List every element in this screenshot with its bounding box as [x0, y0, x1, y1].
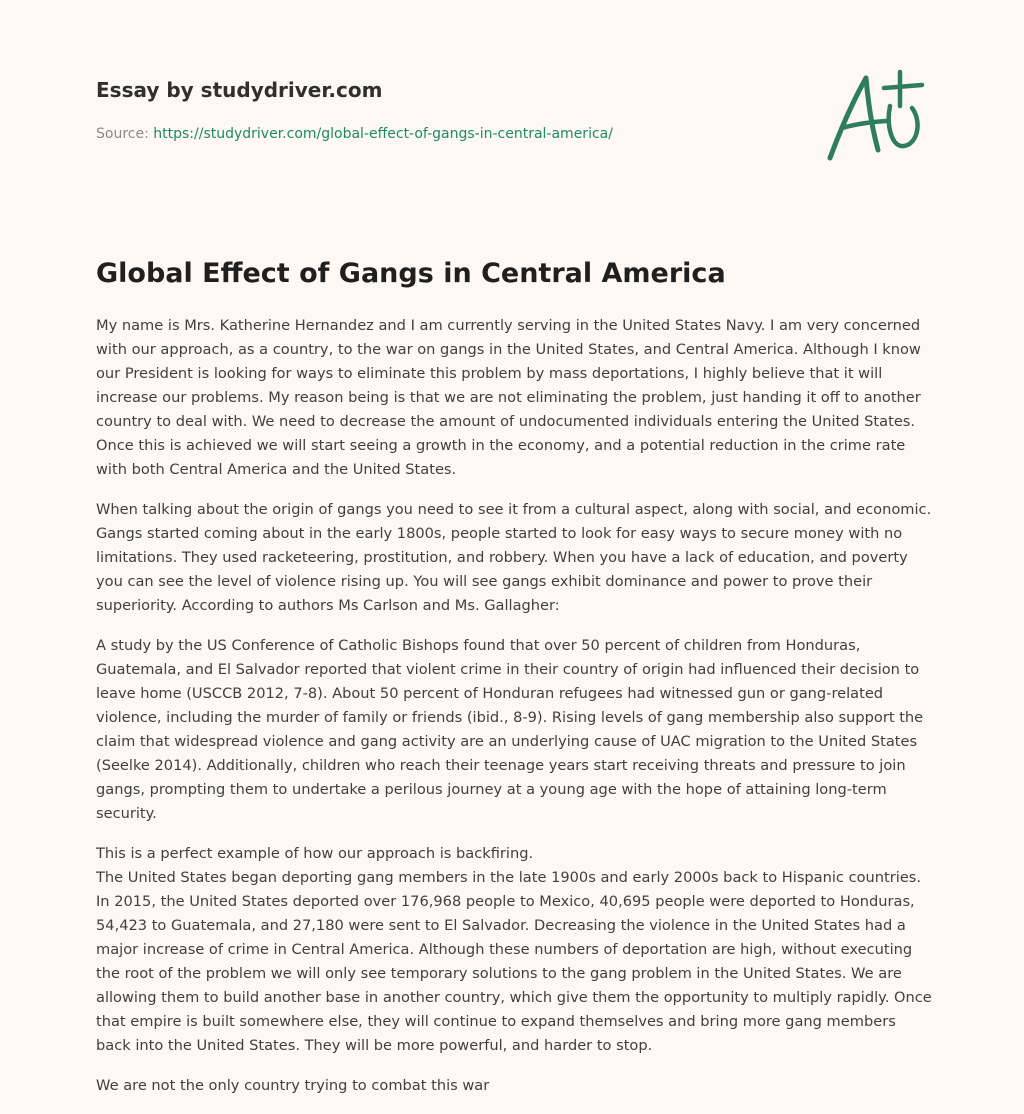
- paragraph-4-body: The United States began deporting gang members in the late 1900s and early 2000s back to Hispanic countries. In 2015, the United States deported over 176,968 people to Mexico, 40,695 people were deported to Honduras, 54,423 to Guatemala, and 27,180 were sent to El Salvador. Decreasing the violence in the United States had a major increase of crime in Central America. Although these numbers of deportation are high, without executing the root of the problem we will only see temporary solutions to the gang problem in the United States. We are allowing them to build another base in another country, which give them the opportunity to multiply rapidly. Once that empire is built somewhere else, they will continue to expand themselves and bring more gang members back into the United States. They will be more powerful, and harder to stop.: [96, 869, 932, 1054]
- a-plus-logo-icon: [820, 66, 930, 166]
- paragraph-4-first-line: This is a perfect example of how our approach is backfiring.: [96, 845, 534, 862]
- paragraph-5: We are not the only country trying to combat this war: [96, 1077, 490, 1094]
- paragraph-2: When talking about the origin of gangs you need to see it from a cultural aspect, along with social, and economic. Gangs started coming about in the early 1800s, people started to look for easy ways to secure money with no limitations. They used racketeering, prostitution, and robbery. When you have a lack of education, and poverty you can see the level of violence rising up. You will see gangs exhibit dominance and power to prove their superiority. According to authors Ms Carlson and Ms. Gallagher:: [96, 501, 932, 614]
- essay-header: [96, 76, 796, 144]
- source-line: [96, 124, 796, 144]
- paragraph-1: My name is Mrs. Katherine Hernandez and I am currently serving in the United States Navy. I am very concerned with our approach, as a country, to the war on gangs in the United States, and Central America. Although I know our President is looking for ways to eliminate this problem by mass deportations, I highly believe that it will increase our problems. My reason being is that we are not eliminating the problem, just handing it off to another country to deal with. We need to decrease the amount of undocumented individuals entering the United States. Once this is achieved we will start seeing a growth in the economy, and a potential reduction in the crime rate with both Central America and the United States.: [96, 317, 921, 478]
- source-label: Source:: [96, 126, 154, 142]
- essay-body: [96, 314, 932, 1114]
- paragraph-4: [96, 842, 932, 1058]
- brand-title: Essay by studydriver.com: [96, 78, 383, 102]
- source-link[interactable]: https://studydriver.com/global-effect-of-gangs-in-central-america/: [153, 126, 613, 142]
- paragraph-3: A study by the US Conference of Catholic Bishops found that over 50 percent of children from Honduras, Guatemala, and El Salvador reported that violent crime in their country of origin had influenced their decision to leave home (USCCB 2012, 7-8). About 50 percent of Honduran refugees had witnessed gun or gang-related violence, including the murder of family or friends (ibid., 8-9). Rising levels of gang membership also support the claim that widespread violence and gang activity are an underlying cause of UAC migration to the United States (Seelke 2014). Additionally, children who reach their teenage years start receiving threats and pressure to join gangs, prompting them to undertake a perilous journey at a young age with the hope of attaining long-term security.: [96, 637, 924, 822]
- essay-title: Global Effect of Gangs in Central America: [96, 258, 726, 289]
